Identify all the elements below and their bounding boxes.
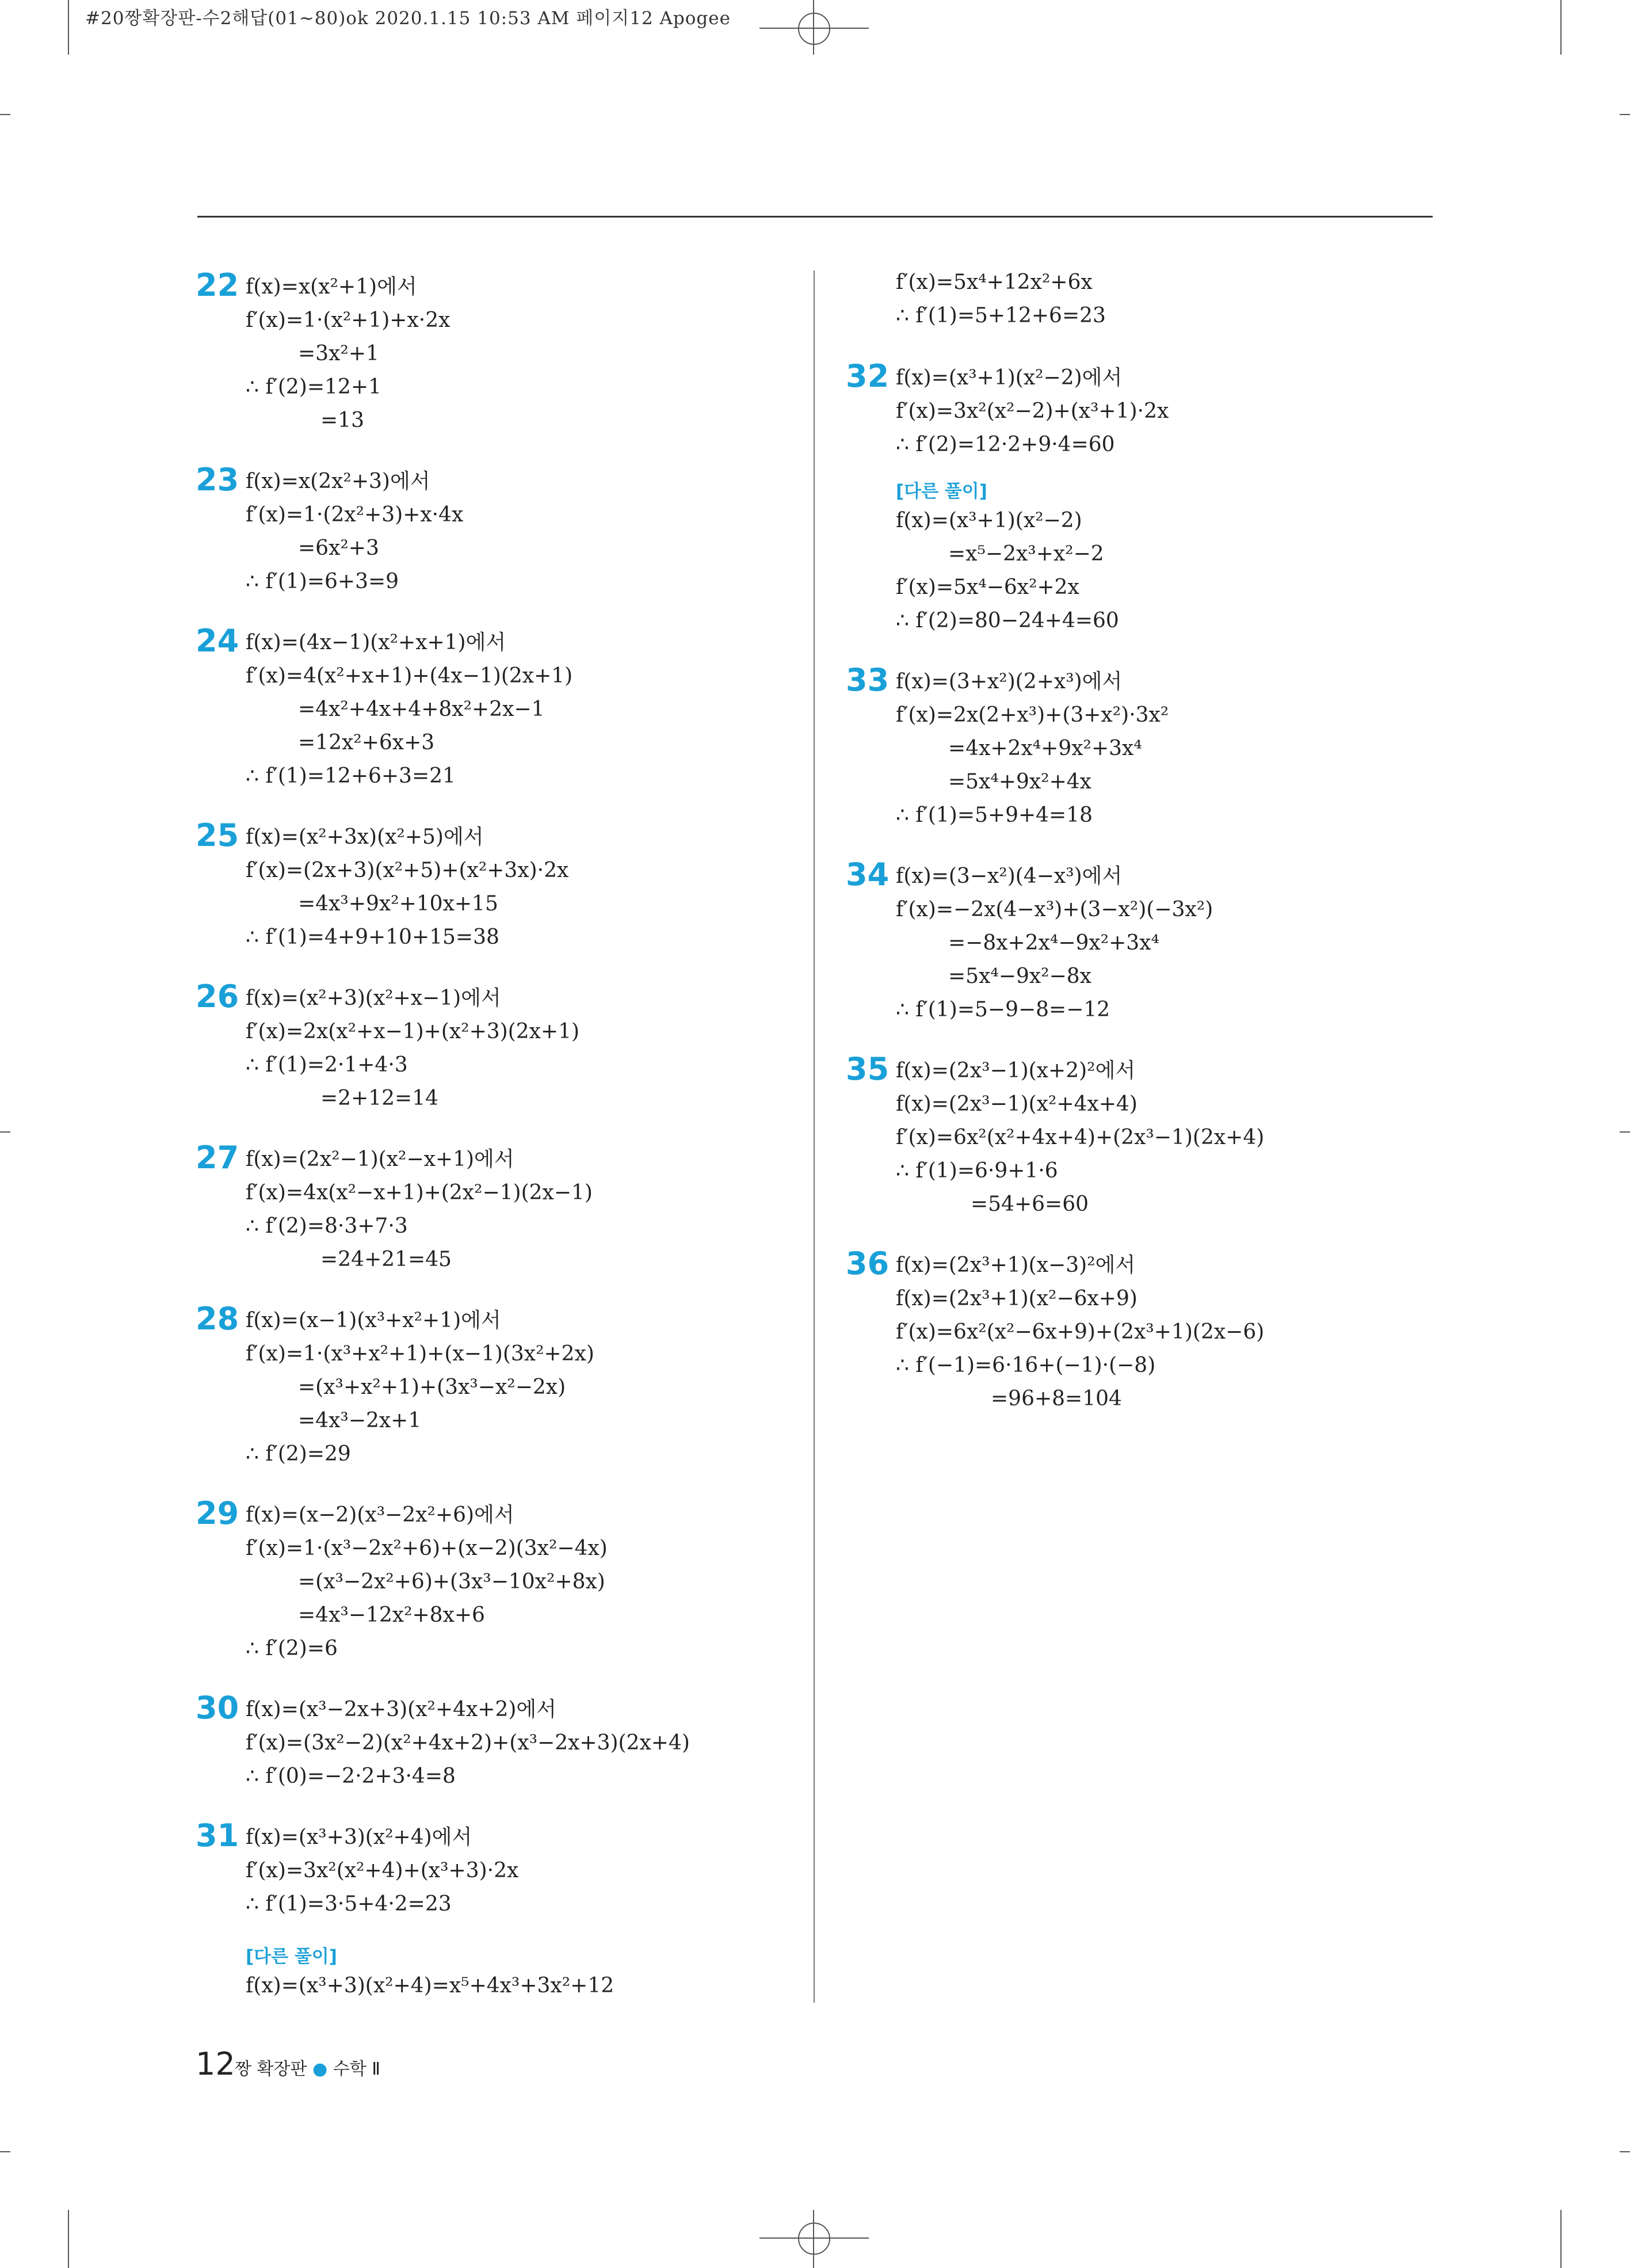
crop-mark — [68, 2210, 69, 2268]
solution-line: f′(x)=1·(x³+x²+1)+(x−1)(3x²+2x) — [246, 1342, 594, 1366]
solution-line: =24+21=45 — [320, 1248, 452, 1271]
problem-number: 24 — [196, 623, 239, 659]
solution-line: =54+6=60 — [971, 1192, 1089, 1216]
footer-title — [235, 2054, 380, 2080]
solution-line: ∴ f′(2)=12+1 — [246, 375, 381, 399]
solution-line: f′(x)=4(x²+x+1)+(4x−1)(2x+1) — [246, 664, 573, 688]
alternative-solution-label: [다른 풀이] — [246, 1946, 337, 1967]
solution-line: =5x⁴−9x²−8x — [948, 965, 1091, 988]
solution-line: f(x)=(2x³−1)(x²+4x+4) — [896, 1092, 1137, 1116]
solution-line: f′(x)=−2x(4−x³)+(3−x²)(−3x²) — [896, 898, 1213, 921]
solution-line: f(x)=(x²+3x)(x²+5)에서 — [246, 825, 484, 849]
solution-line: f(x)=(x³+3)(x²+4)에서 — [246, 1825, 472, 1849]
solution-line: =4x³−12x²+8x+6 — [298, 1603, 485, 1627]
alternative-solution-label: [다른 풀이] — [896, 481, 987, 502]
solution-line: f(x)=(x³+1)(x²−2)에서 — [896, 366, 1123, 390]
solution-line: =4x³+9x²+10x+15 — [298, 892, 498, 916]
solution-line: f(x)=(3−x²)(4−x³)에서 — [896, 864, 1123, 888]
solution-line: =4x³−2x+1 — [298, 1409, 422, 1432]
solution-line: f(x)=x(x²+1)에서 — [246, 275, 417, 299]
problem-number: 26 — [196, 978, 239, 1015]
solution-line: f(x)=(x−2)(x³−2x²+6)에서 — [246, 1503, 514, 1527]
solution-line: =2+12=14 — [320, 1087, 439, 1110]
solution-line: ∴ f′(2)=8·3+7·3 — [246, 1214, 408, 1238]
solution-line: ∴ f′(1)=3·5+4·2=23 — [246, 1892, 452, 1916]
solution-line: =5x⁴+9x²+4x — [948, 770, 1091, 794]
book-title: 짱 확장판 — [235, 2059, 307, 2079]
crop-mark — [1620, 1131, 1630, 1133]
print-slug: #20짱확장판-수2해답(01~80)ok 2020.1.15 10:53 AM 페이지12 Apogee — [85, 8, 731, 29]
subject-name: 수학 Ⅱ — [333, 2059, 381, 2079]
solution-line: =13 — [320, 409, 364, 432]
solution-line: f(x)=x(2x²+3)에서 — [246, 470, 430, 493]
solution-line: ∴ f′(1)=5+12+6=23 — [896, 304, 1106, 327]
problem-number: 27 — [196, 1139, 239, 1176]
solution-line: f(x)=(x³+3)(x²+4)=x⁵+4x³+3x²+12 — [246, 1974, 614, 1998]
solution-line: f(x)=(x³+1)(x²−2) — [896, 509, 1082, 532]
solution-line: ∴ f′(1)=12+6+3=21 — [246, 764, 456, 788]
solution-line: ∴ f′(2)=12·2+9·4=60 — [896, 433, 1115, 456]
solution-line: f′(x)=3x²(x²−2)+(x³+1)·2x — [896, 399, 1169, 423]
right-column — [846, 0, 1433, 2268]
solution-line: =96+8=104 — [991, 1387, 1122, 1411]
bullet-icon: ● — [312, 2059, 328, 2079]
registration-mark — [813, 0, 814, 55]
problem-number: 25 — [196, 817, 239, 853]
solution-line: ∴ f′(2)=29 — [246, 1442, 351, 1466]
solution-line: f(x)=(2x²−1)(x²−x+1)에서 — [246, 1148, 514, 1171]
solution-line: f(x)=(x−1)(x³+x²+1)에서 — [246, 1309, 501, 1332]
crop-mark — [0, 114, 10, 115]
solution-line: ∴ f′(0)=−2·2+3·4=8 — [246, 1764, 456, 1788]
problem-number: 35 — [846, 1051, 890, 1087]
crop-mark — [0, 1131, 10, 1133]
crop-mark — [68, 0, 69, 55]
solution-line: =3x²+1 — [298, 342, 379, 365]
problem-number: 30 — [196, 1690, 239, 1726]
problem-number: 29 — [196, 1495, 239, 1531]
column-divider — [814, 270, 815, 2003]
solution-line: f′(x)=(2x+3)(x²+5)+(x²+3x)·2x — [246, 859, 569, 882]
solution-line: f(x)=(2x³+1)(x²−6x+9) — [896, 1287, 1137, 1310]
solution-line: f(x)=(x³−2x+3)(x²+4x+2)에서 — [246, 1698, 556, 1721]
solution-line: ∴ f′(1)=5−9−8=−12 — [896, 998, 1110, 1021]
solution-line: =6x²+3 — [298, 536, 379, 560]
solution-line: ∴ f′(1)=6·9+1·6 — [896, 1159, 1058, 1183]
solution-line: f′(x)=1·(x²+1)+x·2x — [246, 308, 451, 332]
solution-line: ∴ f′(−1)=6·16+(−1)·(−8) — [896, 1354, 1156, 1377]
crop-mark — [1560, 2210, 1562, 2268]
solution-line: =12x²+6x+3 — [298, 731, 435, 754]
solution-line: =(x³+x²+1)+(3x³−x²−2x) — [298, 1375, 566, 1399]
solution-line: ∴ f′(2)=6 — [246, 1637, 338, 1660]
solution-line: ∴ f′(1)=5+9+4=18 — [896, 803, 1093, 827]
problem-number: 36 — [846, 1245, 890, 1282]
solution-line: ∴ f′(1)=2·1+4·3 — [246, 1053, 408, 1077]
solution-line: f(x)=(3+x²)(2+x³)에서 — [896, 670, 1123, 693]
registration-mark — [813, 2210, 814, 2268]
solution-line: ∴ f′(1)=4+9+10+15=38 — [246, 925, 499, 949]
solution-line: =x⁵−2x³+x²−2 — [948, 542, 1104, 566]
solution-line: f′(x)=6x²(x²+4x+4)+(2x³−1)(2x+4) — [896, 1126, 1265, 1149]
solution-line: f′(x)=(3x²−2)(x²+4x+2)+(x³−2x+3)(2x+4) — [246, 1731, 690, 1755]
problem-number: 23 — [196, 462, 239, 498]
solution-line: f′(x)=1·(x³−2x²+6)+(x−2)(3x²−4x) — [246, 1537, 608, 1560]
crop-mark — [1620, 114, 1630, 115]
solution-line: =4x+2x⁴+9x²+3x⁴ — [948, 737, 1142, 760]
problem-number: 33 — [846, 662, 890, 698]
solution-line: f′(x)=1·(2x²+3)+x·4x — [246, 503, 464, 527]
solution-line: f(x)=(2x³−1)(x+2)²에서 — [896, 1059, 1136, 1082]
problem-number: 31 — [196, 1817, 239, 1854]
crop-mark — [1620, 2151, 1630, 2152]
problem-number: 22 — [196, 267, 239, 303]
solution-line: =4x²+4x+4+8x²+2x−1 — [298, 697, 545, 721]
solution-line: f′(x)=3x²(x²+4)+(x³+3)·2x — [246, 1859, 519, 1882]
solution-line: f′(x)=4x(x²−x+1)+(2x²−1)(2x−1) — [246, 1181, 593, 1204]
solution-line: f(x)=(2x³+1)(x−3)²에서 — [896, 1253, 1136, 1277]
solution-line: f′(x)=2x(2+x³)+(3+x²)·3x² — [896, 703, 1169, 727]
solution-line: =−8x+2x⁴−9x²+3x⁴ — [948, 931, 1159, 955]
solution-line: f′(x)=2x(x²+x−1)+(x²+3)(2x+1) — [246, 1020, 580, 1043]
solution-line: =(x³−2x²+6)+(3x³−10x²+8x) — [298, 1570, 605, 1594]
solution-line: f(x)=(4x−1)(x²+x+1)에서 — [246, 631, 506, 654]
page-number: 12 — [196, 2046, 235, 2082]
problem-number: 28 — [196, 1301, 239, 1337]
left-column — [196, 0, 806, 2268]
solution-line: f(x)=(x²+3)(x²+x−1)에서 — [246, 986, 501, 1010]
solution-line: ∴ f′(1)=6+3=9 — [246, 570, 399, 593]
crop-mark — [0, 2151, 10, 2152]
crop-mark — [1560, 0, 1562, 55]
solution-line: f′(x)=5x⁴−6x²+2x — [896, 575, 1079, 599]
problem-number: 32 — [846, 358, 890, 394]
problem-number: 34 — [846, 856, 890, 893]
solution-line: ∴ f′(2)=80−24+4=60 — [896, 609, 1119, 632]
solution-line: f′(x)=6x²(x²−6x+9)+(2x³+1)(2x−6) — [896, 1320, 1265, 1344]
solution-line: f′(x)=5x⁴+12x²+6x — [896, 270, 1093, 294]
